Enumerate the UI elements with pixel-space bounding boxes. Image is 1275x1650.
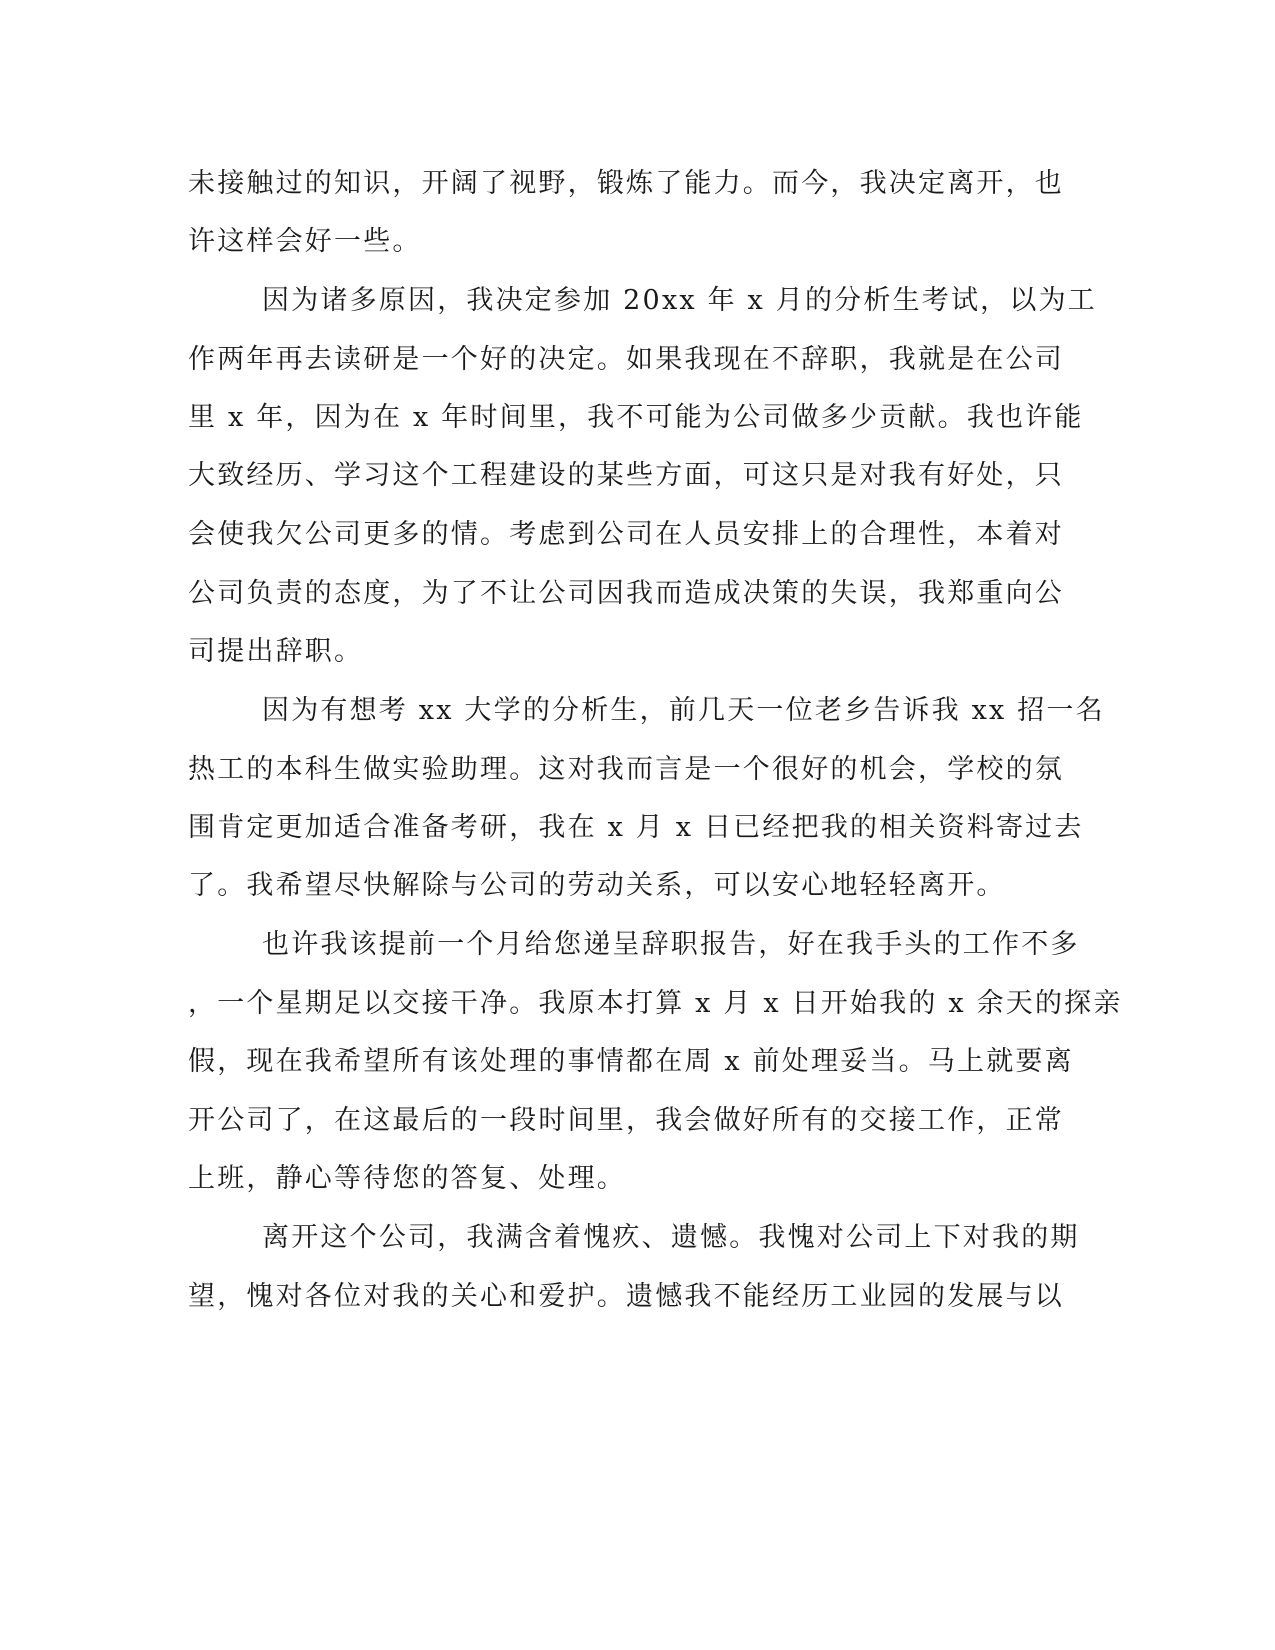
paragraph-first-line: 离开这个公司，我满含着愧疚、遗憾。我愧对公司上下对我的期 <box>262 1222 1080 1253</box>
text-line: 热工的本科生做实验助理。这对我而言是一个很好的机会，学校的氛 <box>188 754 1064 785</box>
paragraph-first-line: 也许我该提前一个月给您递呈辞职报告，好在我手头的工作不多 <box>262 929 1080 960</box>
text-line: 大致经历、学习这个工程建设的某些方面，可这只是对我有好处，只 <box>188 460 1064 491</box>
text-line: 里 x 年，因为在 x 年时间里，我不可能为公司做多少贡献。我也许能 <box>188 402 1084 433</box>
paragraph-first-line: 因为诸多原因，我决定参加 20xx 年 x 月的分析生考试，以为工 <box>262 285 1097 316</box>
text-line: 作两年再去读研是一个好的决定。如果我现在不辞职，我就是在公司 <box>188 344 1064 375</box>
text-line: 望，愧对各位对我的关心和爱护。遗憾我不能经历工业园的发展与以 <box>188 1281 1064 1312</box>
text-line: 会使我欠公司更多的情。考虑到公司在人员安排上的合理性，本着对 <box>188 519 1064 550</box>
text-line: 上班，静心等待您的答复、处理。 <box>188 1163 626 1194</box>
text-line: 围肯定更加适合准备考研，我在 x 月 x 日已经把我的相关资料寄过去 <box>188 812 1084 843</box>
text-line: 公司负责的态度，为了不让公司因我而造成决策的失误，我郑重向公 <box>188 578 1064 609</box>
text-line: 假，现在我希望所有该处理的事情都在周 x 前处理妥当。马上就要离 <box>188 1046 1074 1077</box>
text-line: 了。我希望尽快解除与公司的劳动关系，可以安心地轻轻离开。 <box>188 870 1006 901</box>
text-line: 开公司了，在这最后的一段时间里，我会做好所有的交接工作，正常 <box>188 1105 1064 1136</box>
text-line: ，一个星期足以交接干净。我原本打算 x 月 x 日开始我的 x 余天的探亲 <box>188 988 1123 1019</box>
text-line: 未接触过的知识，开阔了视野，锻炼了能力。而今，我决定离开，也 <box>188 168 1064 199</box>
text-line: 许这样会好一些。 <box>188 226 422 257</box>
text-line: 司提出辞职。 <box>188 636 364 667</box>
paragraph-first-line: 因为有想考 xx 大学的分析生，前几天一位老乡告诉我 xx 招一名 <box>262 695 1105 726</box>
